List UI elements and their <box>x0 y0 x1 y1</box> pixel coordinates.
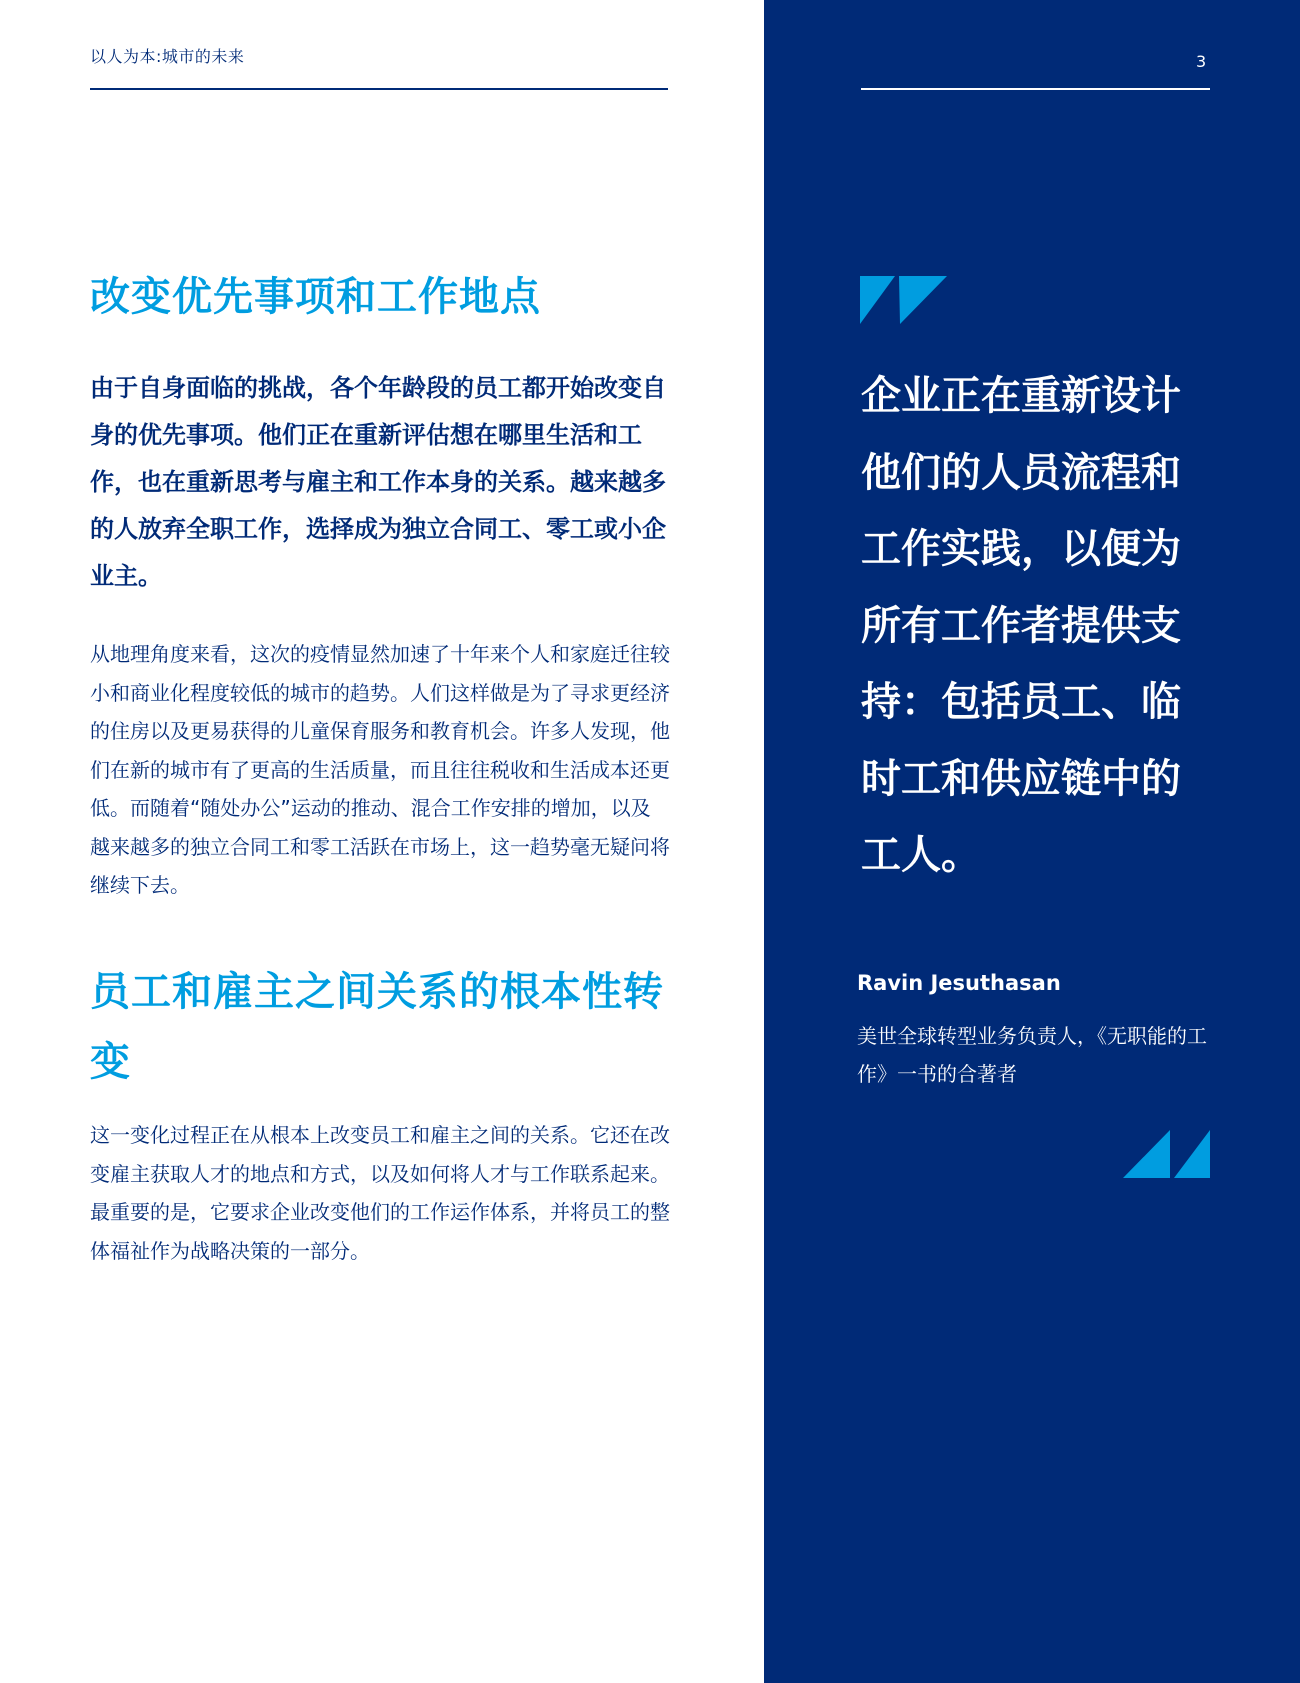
quote-open-icon <box>860 276 947 324</box>
quote-close-icon <box>1123 1130 1210 1178</box>
section-heading-relationship: 员工和雇主之间关系的根本性转变 <box>90 969 664 1085</box>
quote-author-name: Ravin Jesuthasan <box>857 971 1061 995</box>
sidebar-header-rule <box>861 88 1210 90</box>
quote-author-title: 美世全球转型业务负责人，《无职能的工作》一书的合著者 <box>857 1024 1207 1086</box>
header-rule <box>90 88 668 90</box>
running-header: 以人为本:城市的未来 <box>90 47 245 66</box>
body-paragraph-relationship: 这一变化过程正在从根本上改变员工和雇主之间的关系。它还在改变雇主获取人才的地点和方式，以及如何将人才与工作联系起来。最重要的是，它要求企业改变他们的工作运作体系，并将员工的整体福祉作为战略决策的一部分。 <box>90 1123 670 1263</box>
body-paragraph-geography: 从地理角度来看，这次的疫情显然加速了十年来个人和家庭迁往较小和商业化程度较低的城市的趋势。人们这样做是为了寻求更经济的住房以及更易获得的儿童保育服务和教育机会。许多人发现，他们在新的城市有了更高的生活质量，而且往往税收和生活成本还更低。而随着“随处办公”运动的推动、混合工作安排的增加，以及越来越多的独立合同工和零工活跃在市场上，这一趋势毫无疑问将继续下去。 <box>90 642 670 897</box>
section-heading-priorities: 改变优先事项和工作地点 <box>90 274 541 320</box>
pull-quote: 企业正在重新设计他们的人员流程和工作实践，以便为所有工作者提供支持：包括员工、临时工和供应链中的工人。 <box>861 373 1181 878</box>
lead-paragraph: 由于自身面临的挑战，各个年龄段的员工都开始改变自身的优先事项。他们正在重新评估想在哪里生活和工作，也在重新思考与雇主和工作本身的关系。越来越多的人放弃全职工作，选择成为独立合同工、零工或小企业主。 <box>90 374 666 590</box>
page-number: 3 <box>1196 52 1207 71</box>
